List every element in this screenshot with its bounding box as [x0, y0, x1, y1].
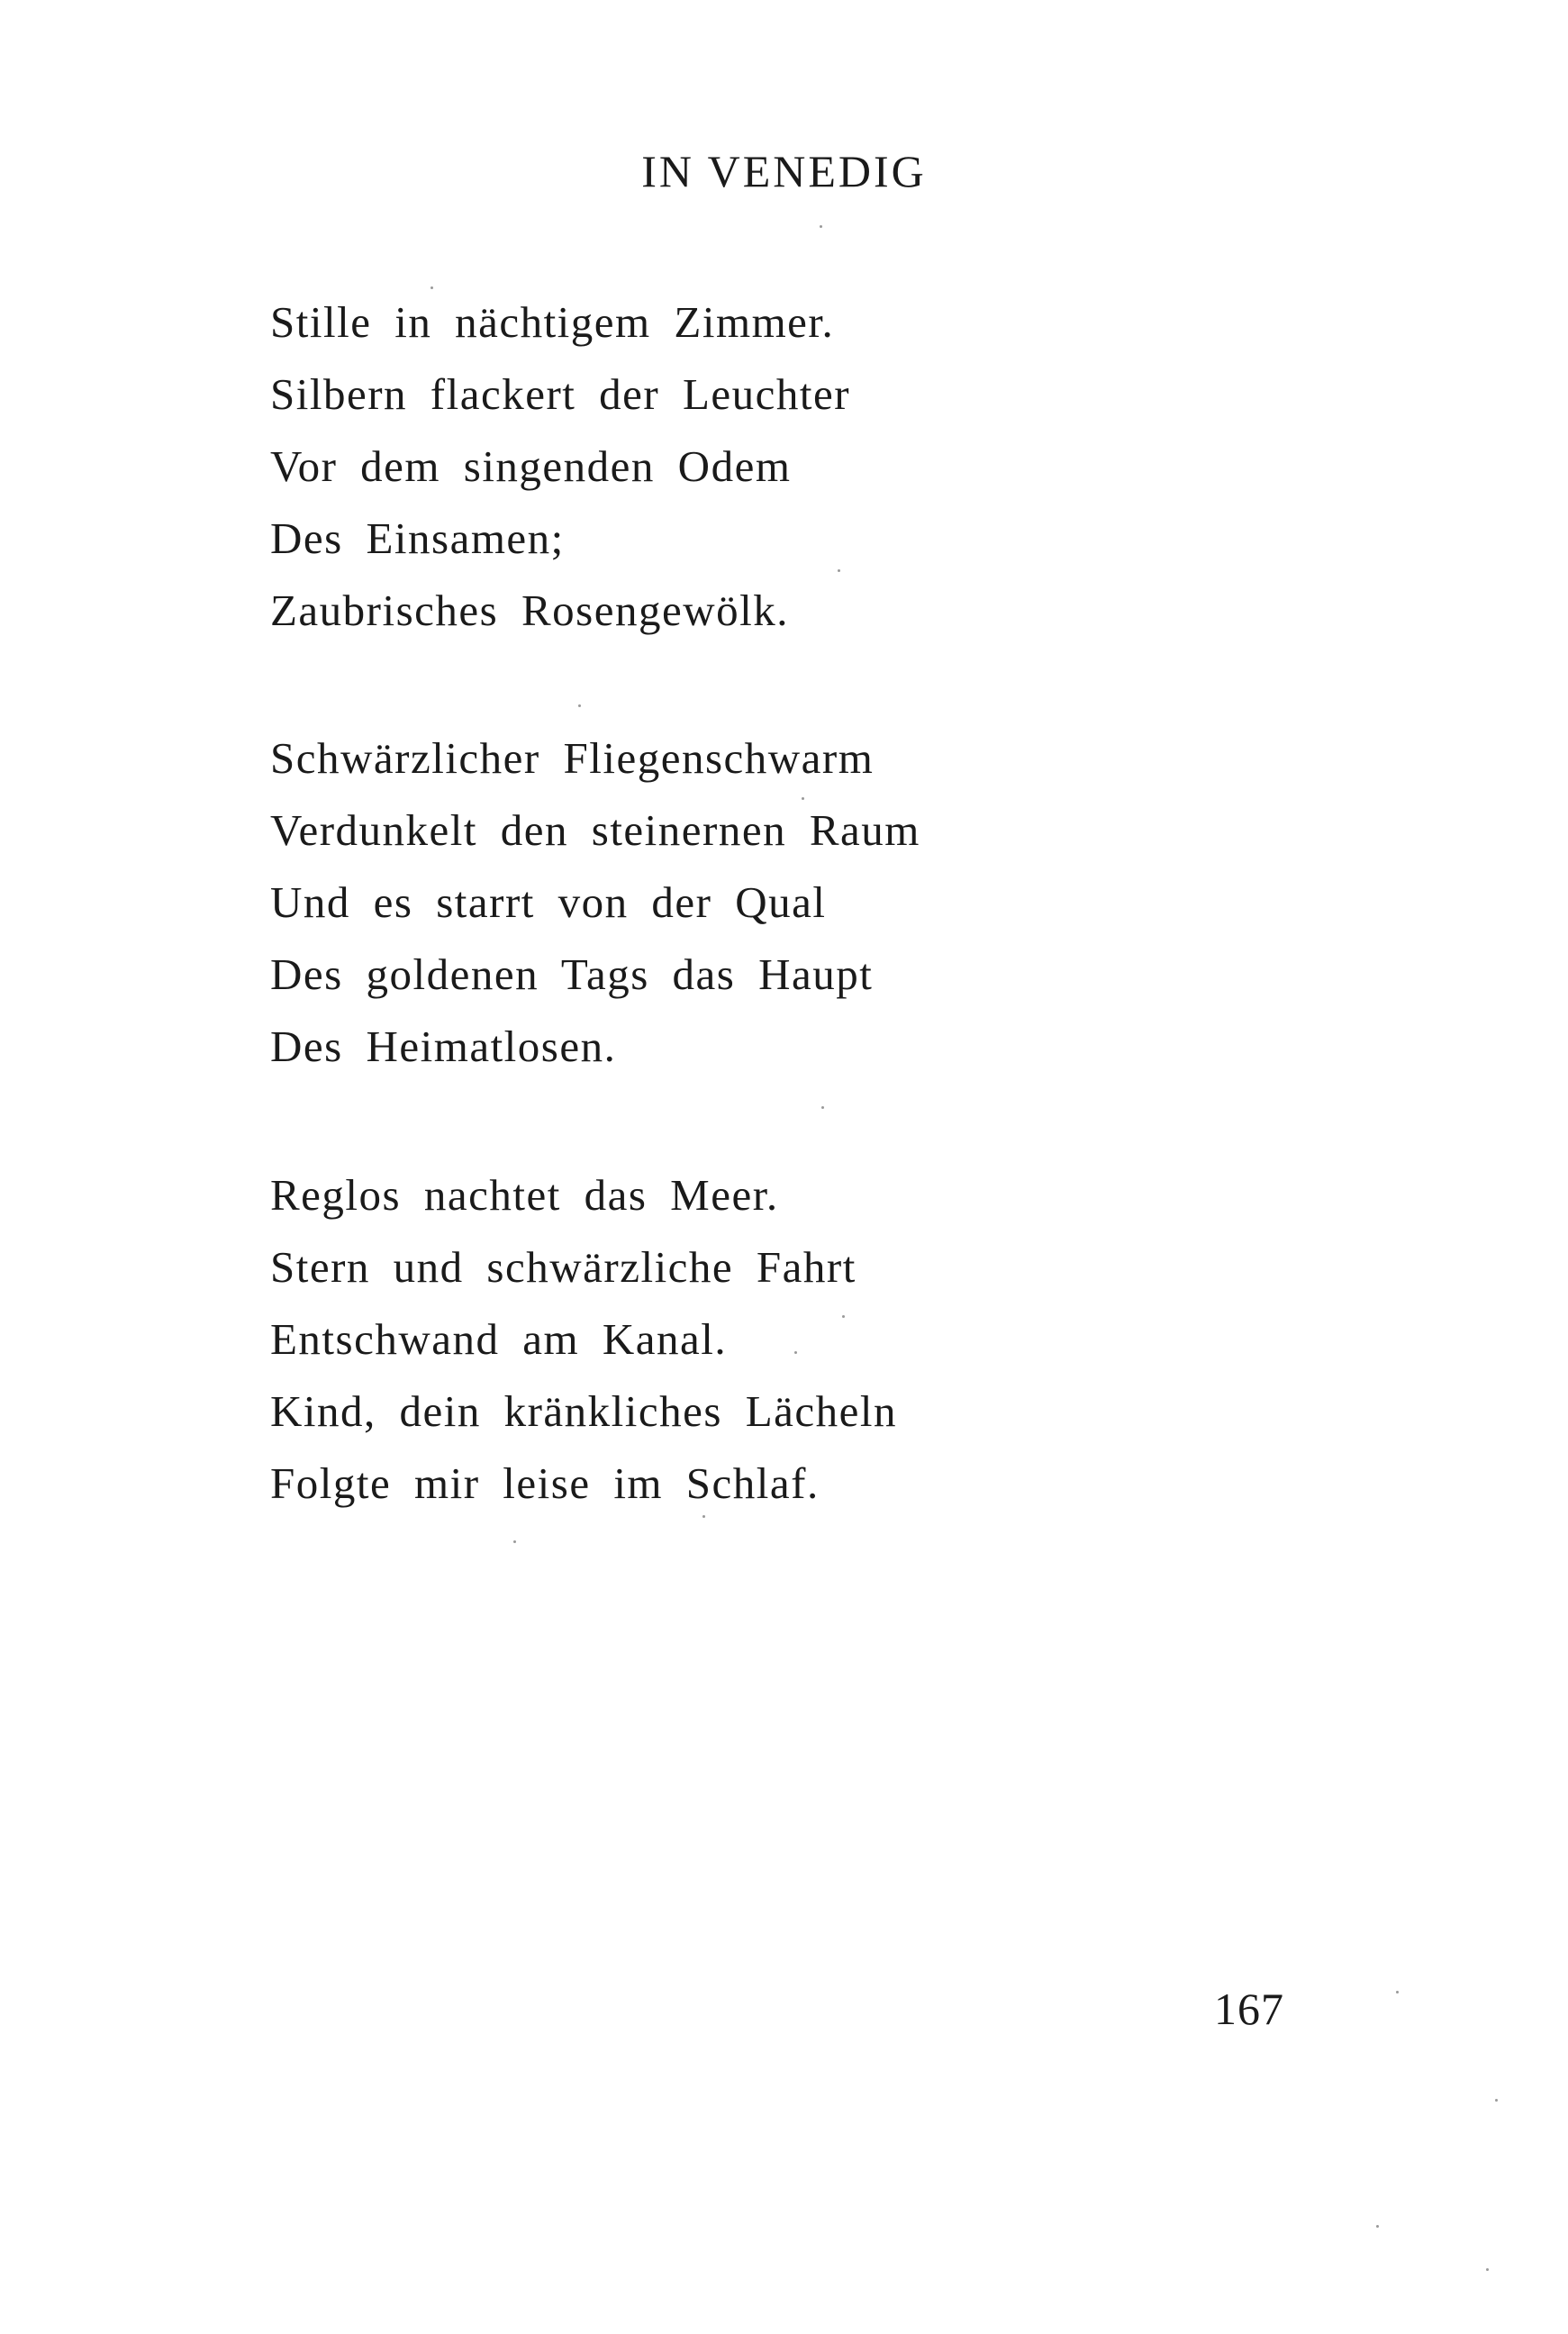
scan-speck — [1376, 2225, 1379, 2228]
verse-line: Entschwand am Kanal. — [270, 1314, 728, 1364]
scan-speck — [802, 797, 804, 800]
stanza-2 — [270, 722, 920, 1083]
scan-speck — [1495, 2099, 1498, 2102]
scan-speck — [513, 1540, 516, 1543]
verse-line: Schwärzlicher Fliegenschwarm — [270, 733, 875, 783]
verse-line: Folgte mir leise im Schlaf. — [270, 1458, 820, 1508]
stanza-1 — [270, 286, 850, 647]
verse-line: Zaubrisches Rosengewölk. — [270, 586, 789, 635]
page-number: 167 — [1214, 1984, 1284, 2034]
poem-title: IN VENEDIG — [641, 146, 927, 196]
scan-speck — [794, 1351, 797, 1354]
verse-line: Verdunkelt den steinernen Raum — [270, 805, 920, 855]
verse-line: Stille in nächtigem Zimmer. — [270, 297, 835, 347]
stanza-3 — [270, 1159, 897, 1520]
scan-speck — [821, 1106, 824, 1109]
scan-speck — [838, 569, 840, 572]
verse-line: Silbern flackert der Leuchter — [270, 369, 851, 419]
scan-speck — [1486, 2268, 1489, 2271]
verse-line: Des goldenen Tags das Haupt — [270, 949, 874, 999]
verse-line: Reglos nachtet das Meer. — [270, 1170, 779, 1220]
verse-line: Vor dem singenden Odem — [270, 441, 792, 491]
verse-line: Des Heimatlosen. — [270, 1022, 617, 1071]
verse-line: Des Einsamen; — [270, 513, 565, 563]
scan-speck — [578, 704, 581, 707]
scan-speck — [702, 1515, 705, 1518]
verse-line: Kind, dein kränkliches Lächeln — [270, 1386, 898, 1436]
scan-speck — [431, 286, 433, 289]
verse-line: Stern und schwärzliche Fahrt — [270, 1242, 857, 1292]
verse-line: Und es starrt von der Qual — [270, 877, 827, 927]
scan-speck — [842, 1315, 845, 1318]
scan-speck — [820, 225, 822, 228]
scan-speck — [1396, 1991, 1399, 1993]
